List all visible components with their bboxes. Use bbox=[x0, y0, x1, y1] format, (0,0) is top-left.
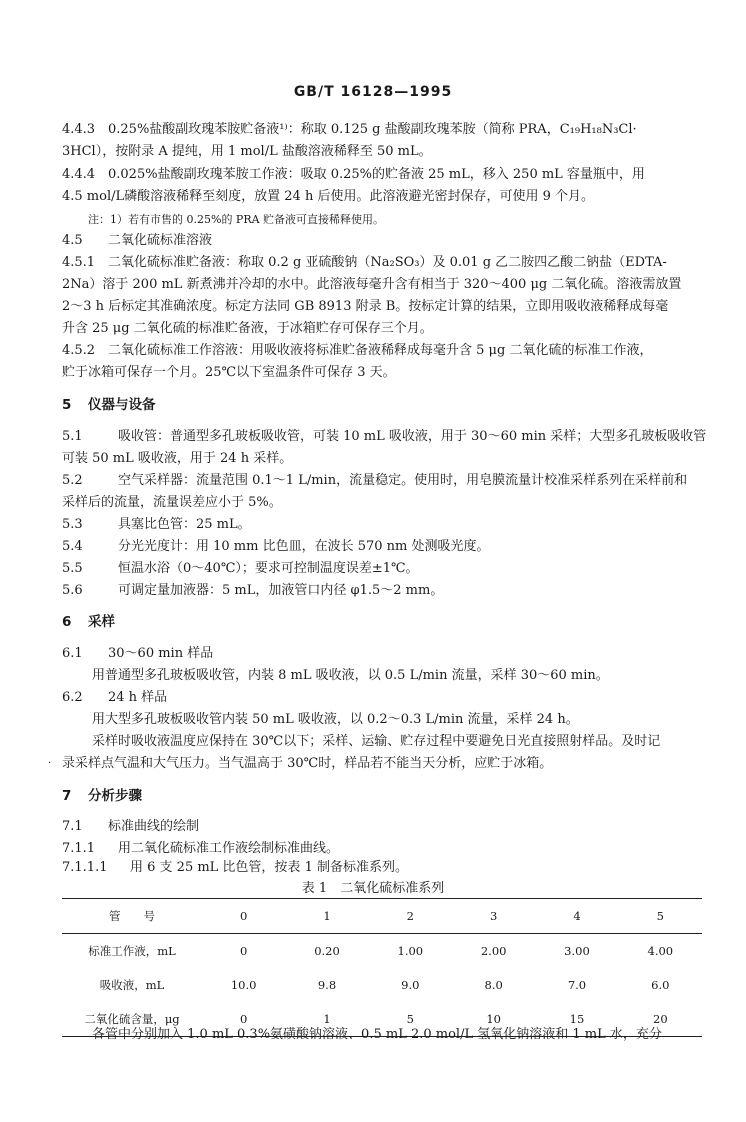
table-cell: 4.00 bbox=[647, 944, 674, 958]
text-line: 2～3 h 后标定其准确浓度。标定方法同 GB 8913 附录 B。按标定计算的结果，立即用吸收液稀释成每毫 bbox=[62, 299, 669, 314]
table-cell: 10 bbox=[452, 1002, 535, 1037]
clause-7-1 bbox=[62, 818, 702, 835]
clause-text: 30～60 min 样品 bbox=[108, 646, 214, 661]
clause-text: 用二氧化硫标准工作液绘制标准曲线。 bbox=[118, 841, 340, 856]
clause-number: 5.6 bbox=[62, 583, 83, 598]
clause-text: 0.25%盐酸副玫瑰苯胺贮备液¹⁾：称取 0.125 g 盐酸副玫瑰苯胺（简称 PRA，C₁₉H₁₈N₃Cl· bbox=[108, 122, 637, 137]
clause-number: 4.5.1 bbox=[62, 255, 96, 270]
clause-6-1 bbox=[62, 645, 702, 662]
clause-7-1-1-1 bbox=[62, 859, 702, 876]
clause-6-2 bbox=[62, 689, 702, 706]
table-header-cell: 2 bbox=[369, 899, 452, 934]
section-7-heading bbox=[62, 788, 702, 805]
clause-number: 7.1 bbox=[62, 819, 83, 834]
section-title: 采样 bbox=[88, 614, 115, 630]
clause-text: 空气采样器：流量范围 0.1～1 L/min，流量稳定。使用时，用皂膜流量计校准采样系列在采样前和 bbox=[118, 473, 688, 488]
clause-text: 吸收管：普通型多孔玻板吸收管，可装 10 mL 吸收液，用于 30～60 min 采样；大型多孔玻板吸收管 bbox=[118, 429, 707, 444]
clause-text: 0.025%盐酸副玫瑰苯胺工作液：吸取 0.25%的贮备液 25 mL，移入 250 mL 容量瓶中，用 bbox=[108, 167, 645, 182]
clause-number: 7.1.1 bbox=[62, 841, 96, 856]
clause-text: 标准曲线的绘制 bbox=[108, 819, 200, 834]
table-cell: 9.0 bbox=[401, 978, 420, 992]
clause-5-5 bbox=[62, 560, 702, 577]
table-cell: 0 bbox=[240, 944, 248, 958]
table-cell: 15 bbox=[535, 1002, 618, 1037]
table-cell: 2.00 bbox=[480, 944, 507, 958]
text-line: 用普通型多孔玻板吸收管，内装 8 mL 吸收液，以 0.5 L/min 流量，采样 30～60 min。 bbox=[92, 668, 609, 683]
text-line: 采样时吸收液温度应保持在 30℃以下；采样、运输、贮存过程中要避免日光直接照射样品。及时记 bbox=[92, 734, 661, 749]
clause-text: 二氧化硫标准溶液 bbox=[108, 233, 213, 248]
table-cell: 0 bbox=[202, 1002, 285, 1037]
clause-number: 5.5 bbox=[62, 561, 83, 576]
table-header-cell: 0 bbox=[202, 899, 285, 934]
table-cell: 标准工作液，mL bbox=[88, 944, 176, 958]
clause-number: 7.1.1.1 bbox=[62, 860, 108, 875]
clause-number: 4.5 bbox=[62, 233, 83, 248]
clause-number: 6.1 bbox=[62, 646, 83, 661]
table-cell: 1 bbox=[285, 1002, 368, 1037]
clause-7-1-1 bbox=[62, 840, 702, 857]
footnote: 注：1）若有市售的 0.25%的 PRA 贮备液可直接稀释使用。 bbox=[88, 213, 385, 226]
clause-number: 4.4.3 bbox=[62, 122, 96, 137]
table-header-cell: 管 号 bbox=[62, 899, 202, 934]
text-line: 贮于冰箱可保存一个月。25℃以下室温条件可保存 3 天。 bbox=[62, 365, 396, 380]
table-cell: 7.0 bbox=[567, 978, 587, 992]
standard-series-table bbox=[62, 898, 702, 1037]
clause-number: 4.4.4 bbox=[62, 167, 96, 182]
text-line: 录采样点气温和大气压力。当气温高于 30℃时，样品若不能当天分析，应贮于冰箱。 bbox=[62, 756, 553, 771]
scan-dot: · bbox=[48, 758, 52, 769]
clause-text: 二氧化硫标准工作溶液：用吸收液将标准贮备液稀释成每毫升含 5 μg 二氧化硫的标准工作液， bbox=[108, 343, 653, 358]
table-cell: 8.0 bbox=[484, 978, 503, 992]
page-header: GB/T 16128—1995 bbox=[293, 84, 453, 100]
clause-4-5 bbox=[62, 232, 702, 249]
text-line: 升含 25 μg 二氧化硫的标准贮备液，于冰箱贮存可保存三个月。 bbox=[62, 321, 433, 336]
section-6-heading bbox=[62, 614, 702, 631]
clause-4-4-3 bbox=[62, 121, 702, 138]
clause-5-4 bbox=[62, 538, 702, 555]
table-cell: 6.0 bbox=[651, 978, 670, 992]
clause-5-6 bbox=[62, 582, 702, 599]
table-header-row bbox=[62, 899, 702, 934]
clause-text: 分光光度计：用 10 mm 比色皿，在波长 570 nm 处测吸光度。 bbox=[118, 539, 490, 554]
table-header-cell: 3 bbox=[452, 899, 535, 934]
clause-5-1 bbox=[62, 428, 707, 445]
table-cell: 5 bbox=[369, 1002, 452, 1037]
clause-text: 24 h 样品 bbox=[108, 690, 168, 705]
table-caption: 表 1 二氧化硫标准系列 bbox=[301, 881, 445, 896]
table-cell: 9.8 bbox=[317, 978, 337, 992]
clause-4-5-2 bbox=[62, 342, 702, 359]
section-5-heading bbox=[62, 397, 702, 414]
text-line: 用大型多孔玻板吸收管内装 50 mL 吸收液，以 0.2～0.3 L/min 流量，采样 24 h。 bbox=[92, 712, 579, 727]
clause-number: 5.2 bbox=[62, 473, 83, 488]
clause-text: 二氧化硫标准贮备液：称取 0.2 g 亚硫酸钠（Na₂SO₃）及 0.01 g 乙二胺四乙酸二钠盐（EDTA- bbox=[108, 255, 667, 270]
section-title: 仪器与设备 bbox=[88, 397, 156, 413]
table-cell: 二氧化硫含量，μg bbox=[62, 1002, 202, 1037]
section-number: 5 bbox=[62, 397, 72, 413]
text-line: 3HCl），按附录 A 提纯，用 1 mol/L 盐酸溶液稀释至 50 mL。 bbox=[62, 144, 432, 159]
table-header-cell: 1 bbox=[285, 899, 368, 934]
clause-4-4-4 bbox=[62, 166, 702, 183]
clause-number: 6.2 bbox=[62, 690, 83, 705]
clause-text: 具塞比色管：25 mL。 bbox=[118, 517, 251, 532]
table-cell: 吸收液，mL bbox=[99, 978, 165, 992]
text-line: 采样后的流量，流量误差应小于 5%。 bbox=[62, 495, 282, 510]
table-cell: 1.00 bbox=[397, 944, 424, 958]
clause-number: 5.3 bbox=[62, 517, 83, 532]
clause-5-3 bbox=[62, 516, 702, 533]
section-number: 6 bbox=[62, 614, 72, 630]
clause-4-5-1 bbox=[62, 254, 702, 271]
clause-5-2 bbox=[62, 472, 702, 489]
table-cell: 3.00 bbox=[564, 944, 590, 958]
table-row bbox=[62, 968, 702, 1002]
clause-text: 恒温水浴（0～40℃）；要求可控制温度误差±1℃。 bbox=[118, 561, 419, 576]
clause-number: 5.1 bbox=[62, 429, 83, 444]
section-number: 7 bbox=[62, 788, 72, 804]
clause-text: 用 6 支 25 mL 比色管，按表 1 制备标准系列。 bbox=[130, 860, 408, 875]
section-title: 分析步骤 bbox=[88, 788, 142, 804]
clause-number: 4.5.2 bbox=[62, 343, 96, 358]
text-line: 各管中分别加入 1.0 mL 0.3%氨磺酸钠溶液、0.5 mL 2.0 mol/L 氢氧化钠溶液和 1 mL 水，充分 bbox=[92, 1027, 662, 1042]
table-cell: 20 bbox=[619, 1002, 702, 1037]
table-cell: 0.20 bbox=[314, 944, 340, 958]
table-row bbox=[62, 934, 702, 969]
text-line: 可装 50 mL 吸收液，用于 24 h 采样。 bbox=[62, 451, 293, 466]
clause-number: 5.4 bbox=[62, 539, 83, 554]
text-line: 4.5 mol/L磷酸溶液稀释至刻度，放置 24 h 后使用。此溶液避光密封保存，可使用 9 个月。 bbox=[62, 189, 594, 204]
table-header-cell: 5 bbox=[619, 899, 702, 934]
text-line: 2Na）溶于 200 mL 新煮沸并冷却的水中。此溶液每毫升含有相当于 320～400 μg 二氧化硫。溶液需放置 bbox=[62, 277, 682, 292]
table-cell: 10.0 bbox=[230, 978, 257, 992]
clause-text: 可调定量加液器：5 mL，加液管口内径 φ1.5～2 mm。 bbox=[118, 583, 444, 598]
table-header-cell: 4 bbox=[535, 899, 618, 934]
